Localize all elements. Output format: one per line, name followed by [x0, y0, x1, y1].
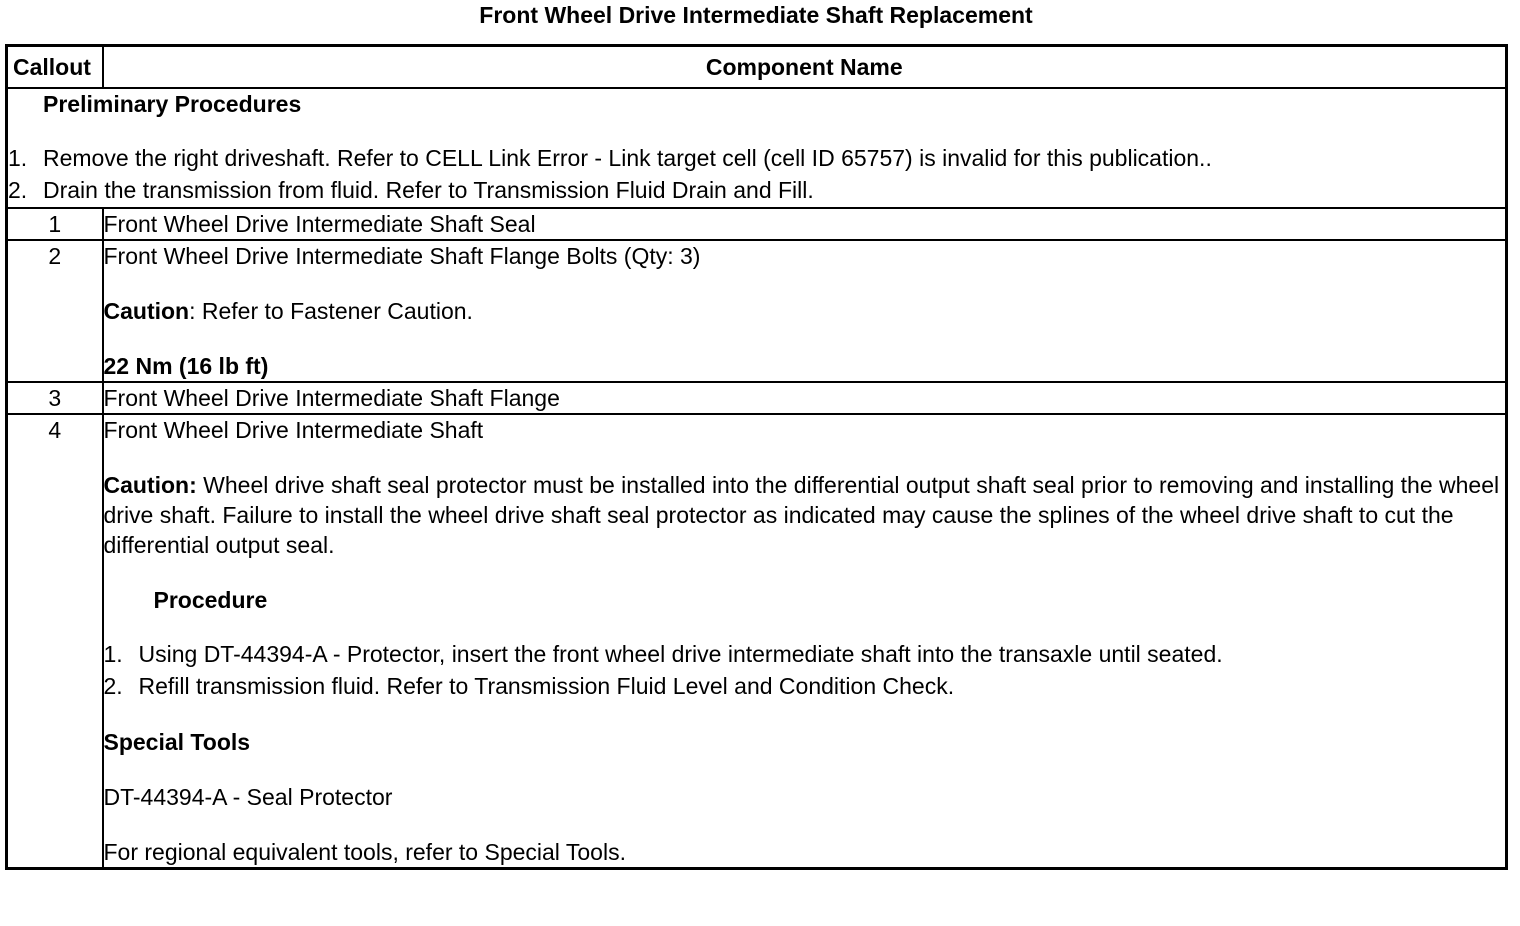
- component-name: Front Wheel Drive Intermediate Shaft: [103, 417, 484, 443]
- table-row: [7, 414, 1507, 869]
- step-text: Using DT-44394-A - Protector, insert the front wheel drive intermediate shaft into the transaxle until seated.: [138, 641, 1223, 667]
- procedure-steps: [104, 638, 1506, 702]
- step-number: 1.: [8, 145, 28, 171]
- preliminary-row: [7, 88, 1507, 208]
- step-number: 2.: [103, 673, 123, 699]
- component-cell: [103, 382, 1507, 414]
- step-text: Refill transmission fluid. Refer to Transmission Fluid Level and Condition Check.: [138, 673, 955, 699]
- component-cell: [103, 240, 1507, 382]
- component-cell: [103, 208, 1507, 240]
- list-item: [8, 174, 1505, 206]
- special-tools-heading: Special Tools: [103, 729, 251, 755]
- table-row: [7, 208, 1507, 240]
- caution-label: Caution: [103, 298, 190, 324]
- torque-spec: 22 Nm (16 lb ft): [103, 353, 269, 379]
- component-name: Front Wheel Drive Intermediate Shaft Flange Bolts (Qty: 3): [103, 243, 701, 269]
- callout-number: 1: [7, 208, 103, 240]
- callout-number: 4: [7, 414, 103, 869]
- preliminary-steps: [8, 142, 1505, 206]
- step-text: Drain the transmission from fluid. Refer to Transmission Fluid Drain and Fill.: [43, 177, 814, 203]
- list-item: [8, 142, 1505, 174]
- caution-note: [104, 296, 1506, 326]
- regional-tools-note: For regional equivalent tools, refer to Special Tools.: [103, 839, 626, 865]
- component-cell: [103, 414, 1507, 869]
- list-item: [104, 670, 1506, 702]
- caution-text: Wheel drive shaft seal protector must be installed into the differential output shaft seal prior to removing and installing the wheel drive shaft. Failure to install the wheel drive shaft seal protector as indicated may cause the splines of the wheel drive shaft to cut the differential output seal.: [103, 472, 1500, 558]
- step-text: Remove the right driveshaft. Refer to CELL Link Error - Link target cell (cell ID 65757) is invalid for this publication..: [43, 145, 1212, 171]
- caution-note: [104, 470, 1506, 560]
- component-name: Front Wheel Drive Intermediate Shaft Seal: [103, 211, 536, 237]
- step-number: 1.: [103, 641, 123, 667]
- table-row: [7, 382, 1507, 414]
- callout-number: 3: [7, 382, 103, 414]
- table-row: [7, 240, 1507, 382]
- callout-number: 2: [7, 240, 103, 382]
- caution-text: : Refer to Fastener Caution.: [189, 298, 473, 324]
- procedure-table: [5, 44, 1508, 870]
- preliminary-cell: [7, 88, 1507, 208]
- component-name-column-header: Component Name: [103, 46, 1507, 89]
- preliminary-heading: Preliminary Procedures: [43, 91, 302, 117]
- special-tool-item: DT-44394-A - Seal Protector: [103, 784, 393, 810]
- page-title: Front Wheel Drive Intermediate Shaft Replacement: [479, 2, 1033, 28]
- list-item: [104, 638, 1506, 670]
- callout-column-header: Callout: [7, 46, 103, 89]
- table-header-row: [7, 46, 1507, 89]
- step-number: 2.: [8, 177, 28, 203]
- caution-label: Caution:: [103, 472, 197, 498]
- component-name: Front Wheel Drive Intermediate Shaft Flange: [103, 385, 560, 411]
- procedure-heading: Procedure: [153, 587, 268, 613]
